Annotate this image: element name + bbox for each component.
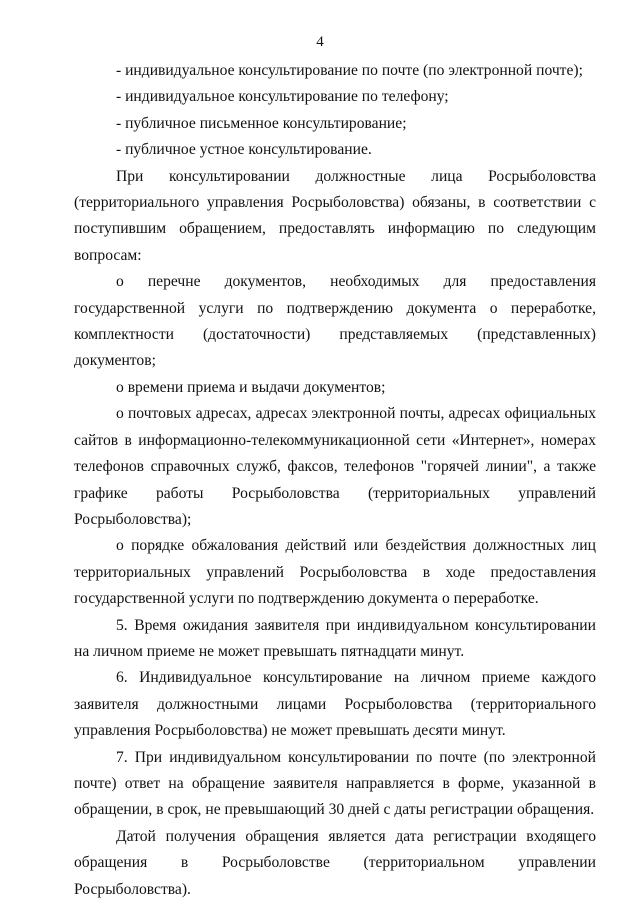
paragraph-obligations: При консультировании должностные лица Росрыболовства (территориального управления Росрыболовства) обязаны, в соответствии с поступившим обращением, предоставлять информацию по следующим вопросам: [74, 167, 596, 264]
document-body [74, 58, 596, 903]
paragraph-addresses: о почтовых адресах, адресах электронной почты, адресах официальных сайтов в информационно-телекоммуникационной сети «Интернет», номерах телефонов справочных служб, факсов, телефонов "горячей линии", а также графике работы Росрыболовства (территориальных управлений Росрыболовства); [74, 405, 596, 528]
list-item-public-oral: - публичное устное консультирование. [116, 141, 372, 159]
paragraph-receipt-date: Датой получения обращения является дата регистрации входящего обращения в Росрыболовстве (территориальном управлении Росрыболовства). [74, 827, 596, 898]
list-item-phone-consulting: - индивидуальное консультирование по телефону; [116, 88, 449, 106]
list-item-public-written: - публичное письменное консультирование; [116, 114, 407, 132]
paragraph-reception-time: о времени приема и выдачи документов; [116, 378, 386, 396]
page-number: 4 [316, 34, 324, 50]
paragraph-documents-list: о перечне документов, необходимых для предоставления государственной услуги по подтверждению документа о переработке, комплектности (достаточности) представляемых (представленных) документов; [74, 273, 596, 370]
paragraph-item-5: 5. Время ожидания заявителя при индивидуальном консультировании на личном приеме не может превышать пятнадцати минут. [74, 616, 596, 660]
paragraph-appeal-procedure: о порядке обжалования действий или бездействия должностных лиц территориальных управлений Росрыболовства в ходе предоставления государственной услуги по подтверждению документа о переработке. [74, 537, 596, 608]
paragraph-item-7: 7. При индивидуальном консультировании по почте (по электронной почте) ответ на обращение заявителя направляется в форме, указанной в обращении, в срок, не превышающий 30 дней с даты регистрации обращения. [74, 748, 596, 819]
paragraph-item-6: 6. Индивидуальное консультирование на личном приеме каждого заявителя должностными лицами Росрыболовства (территориального управления Росрыболовства) не может превышать десяти минут. [74, 669, 596, 740]
list-item-email-consulting: - индивидуальное консультирование по почте (по электронной почте); [116, 62, 583, 79]
